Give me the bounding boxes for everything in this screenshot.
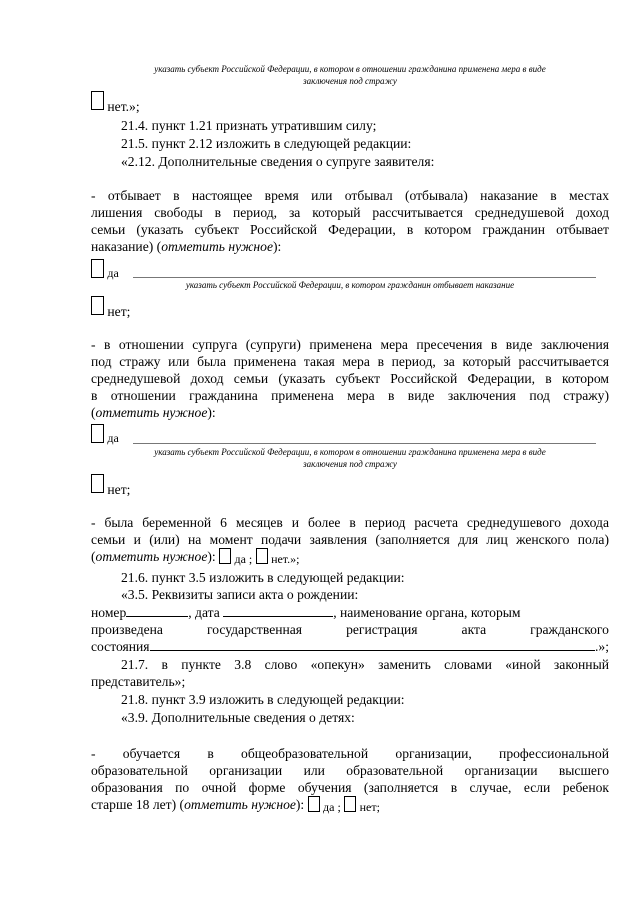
region-punish-input-line[interactable] — [133, 277, 596, 278]
number-input-line[interactable] — [126, 604, 188, 617]
no-label-top: нет.»; — [107, 99, 140, 114]
no-checkbox-pregnant[interactable] — [256, 548, 268, 564]
no-label-children: нет; — [359, 800, 380, 814]
no-checkbox-children[interactable] — [344, 796, 356, 812]
birth-record-line-3: состояния .»; — [91, 639, 609, 654]
spouse-detain-line-5: (отметить нужное): — [91, 405, 216, 420]
birth-record-line-2: произведена государственная регистрация акта гражданского — [91, 622, 609, 637]
children-line-1: - обучается в общеобразовательной организации, профессиональной — [91, 746, 609, 761]
yes-checkbox-punish[interactable] — [91, 259, 104, 278]
item-3-9: «3.9. Дополнительные сведения о детях: — [121, 710, 355, 725]
spouse-punish-line-3: семьи (указать субъект Российской Федерации, в котором гражданин отбывает — [91, 222, 609, 237]
spouse-detain-line-1: - в отношении супруга (супруги) применена мера пресечения в виде заключения — [91, 337, 609, 352]
item-21-8: 21.8. пункт 3.9 изложить в следующей редакции: — [121, 692, 405, 707]
checkbox-row-no-punish — [91, 296, 609, 319]
pregnant-line-2: семьи и (или) на момент подачи заявления (заполняется для лиц женского пола) — [91, 532, 609, 547]
caption-region-detention-top: указать субъект Российской Федерации, в котором в отношении гражданина применена мера в виде — [154, 64, 546, 74]
checkbox-row-yes-detain — [91, 424, 609, 445]
pregnant-line-1: - была беременной 6 месяцев и более в период расчета среднедушевого дохода — [91, 515, 609, 530]
caption-region-punish: указать субъект Российской Федерации, в котором гражданин отбывает наказание — [185, 280, 515, 290]
yes-checkbox-pregnant[interactable] — [219, 548, 231, 564]
checkbox-row-no-detain — [91, 474, 609, 497]
item-21-7-line-1: 21.7. в пункте 3.8 слово «опекун» заменить словами «иной законный — [121, 657, 609, 672]
no-label-punish: нет; — [107, 304, 131, 319]
item-21-6: 21.6. пункт 3.5 изложить в следующей редакции: — [121, 570, 405, 585]
item-21-5: 21.5. пункт 2.12 изложить в следующей редакции: — [121, 136, 412, 151]
spouse-detain-line-3: среднедушевой доход семьи (указать субъект Российской Федерации, в котором — [91, 371, 609, 386]
children-line-4: старше 18 лет) (отметить нужное): да ; нет; — [91, 797, 380, 814]
item-21-4: 21.4. пункт 1.21 признать утратившим силу; — [121, 118, 377, 133]
yes-label-pregnant: да ; — [234, 552, 253, 566]
spouse-punish-line-1: - отбывает в настоящее время или отбывал (отбывала) наказание в местах — [91, 188, 609, 203]
yes-checkbox-children[interactable] — [308, 796, 320, 812]
spouse-detain-line-4: в отношении гражданина применена мера в виде заключения под стражу) — [91, 388, 609, 403]
item-2-12: «2.12. Дополнительные сведения о супруге заявителя: — [121, 154, 435, 169]
children-line-3: образования по очной форме обучения (заполняется в случае, если ребенок — [91, 780, 609, 795]
yes-checkbox-detain[interactable] — [91, 424, 104, 443]
item-3-5: «3.5. Реквизиты записи акта о рождении: — [121, 587, 359, 602]
caption-region-detain: указать субъект Российской Федерации, в котором в отношении гражданина применена мера в виде — [154, 447, 546, 457]
pregnant-line-3: (отметить нужное): да ; нет.»; — [91, 549, 300, 566]
children-line-2: образовательной организации или образовательной организации высшего — [91, 763, 609, 778]
no-checkbox-top[interactable] — [91, 91, 104, 110]
no-label-pregnant: нет.»; — [271, 552, 300, 566]
yes-label-punish: да — [107, 266, 119, 280]
item-21-7-line-2: представитель»; — [91, 674, 186, 689]
date-input-line[interactable] — [223, 604, 333, 617]
caption-region-detention-top-2: заключения под стражу — [303, 76, 397, 86]
spouse-punish-line-2: лишения свободы в период, за который рассчитывается среднедушевой доход — [91, 205, 609, 220]
organ-input-line[interactable] — [150, 638, 595, 651]
no-label-detain: нет; — [107, 482, 131, 497]
birth-record-line: номер , дата , наименование органа, которым — [91, 605, 521, 620]
yes-label-children: да ; — [323, 800, 341, 814]
no-checkbox-punish[interactable] — [91, 296, 104, 315]
region-detain-input-line[interactable] — [133, 443, 596, 444]
caption-region-detain-2: заключения под стражу — [303, 459, 397, 469]
yes-label-detain: да — [107, 431, 119, 445]
checkbox-row-no-top — [91, 91, 609, 114]
spouse-punish-line-4: наказание) (отметить нужное): — [91, 239, 282, 254]
no-checkbox-detain[interactable] — [91, 474, 104, 493]
spouse-detain-line-2: под стражу или была применена такая мера в период, за который рассчитывается — [91, 354, 609, 369]
